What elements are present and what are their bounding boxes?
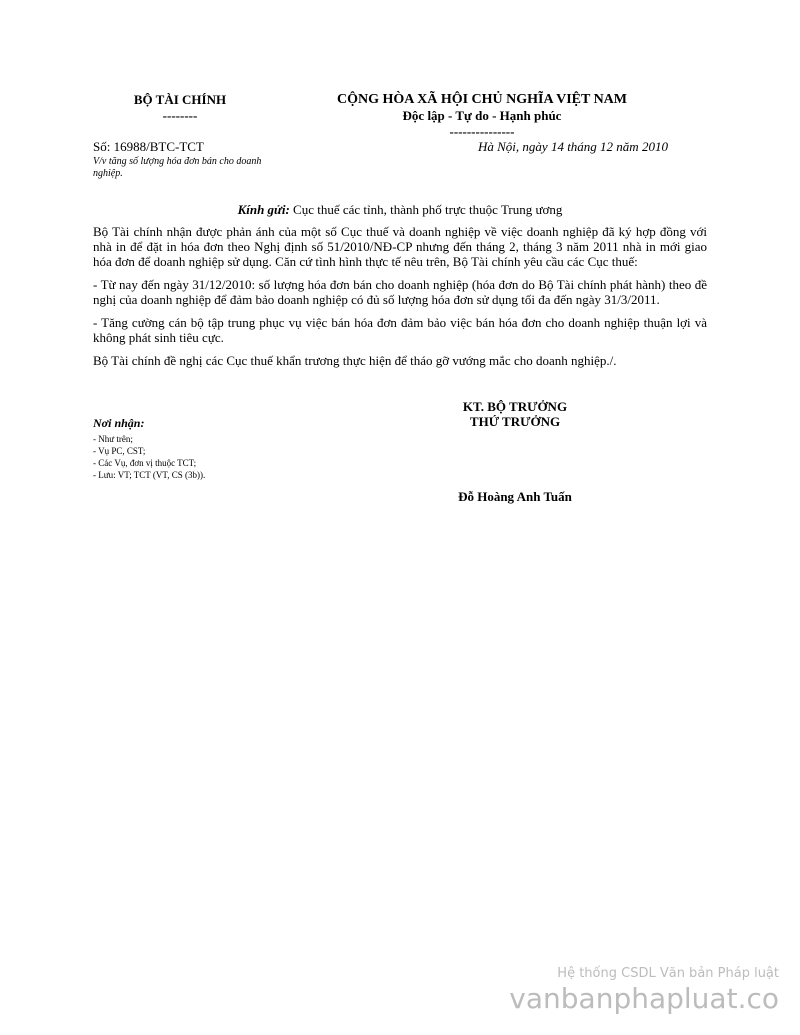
national-header	[300, 92, 664, 140]
signature-title-line2: THỨ TRƯỞNG	[469, 414, 561, 429]
list-item: - Các Vụ, đơn vị thuộc TCT;	[93, 458, 197, 468]
signature-title-line1: KT. BỘ TRƯỞNG	[462, 399, 568, 414]
recipient-line	[0, 202, 800, 218]
body-paragraph: Bộ Tài chính đề nghị các Cục thuế khẩn trương thực hiện để tháo gỡ vướng mắc cho doanh nghiệp./.	[93, 353, 617, 368]
document-number: Số: 16988/BTC-TCT	[93, 139, 204, 154]
document-subject: V/v tăng số lượng hóa đơn bán cho doanh nghiệp.	[93, 156, 262, 179]
recipients-block	[93, 416, 313, 481]
agency-header	[80, 92, 280, 124]
signer-name: Đỗ Hoàng Anh Tuấn	[458, 489, 572, 504]
list-item: - Như trên;	[93, 434, 133, 444]
watermark	[509, 966, 779, 1015]
recipient-label: Kính gửi:	[237, 202, 290, 217]
motto-rule: ---------------	[449, 124, 515, 139]
body-paragraph: - Từ nay đến ngày 31/12/2010: số lượng hóa đơn bán cho doanh nghiệp (hóa đơn do Bộ Tài chính phát hành) theo đề nghị của doanh nghiệp để đảm bảo doanh nghiệp có đủ số lượng hóa đơn sử dụng tối đa đến ngày 31/3/2011.	[93, 277, 707, 307]
country-name: CỘNG HÒA XÃ HỘI CHỦ NGHĨA VIỆT NAM	[336, 92, 627, 107]
list-item: - Lưu: VT; TCT (VT, CS (3b)).	[93, 470, 206, 480]
watermark-line1: Hệ thống CSDL Văn bản Pháp luật	[557, 966, 779, 981]
signature-title	[410, 399, 620, 429]
recipients-list	[93, 433, 313, 481]
body-paragraph: Bộ Tài chính nhận được phản ánh của một số Cục thuế và doanh nghiệp về việc doanh nghiệp đã ký hợp đồng với nhà in để đặt in hóa đơn theo Nghị định số 51/2010/NĐ-CP nhưng đến tháng 2, tháng 3 năm 2011 nhà in mới giao hóa đơn để doanh nghiệp sử dụng. Căn cứ tình hình thực tế nêu trên, Bộ Tài chính yêu cầu các Cục thuế:	[93, 224, 707, 269]
recipients-label: Nơi nhận:	[93, 416, 145, 430]
agency-name: BỘ TÀI CHÍNH	[133, 92, 227, 107]
watermark-line2: vanbanphapluat.co	[509, 982, 779, 1015]
agency-rule: --------	[162, 108, 198, 123]
place-date: Hà Nội, ngày 14 tháng 12 năm 2010	[478, 139, 668, 154]
motto: Độc lập - Tự do - Hạnh phúc	[402, 108, 562, 123]
document-body	[93, 224, 707, 376]
list-item: - Vụ PC, CST;	[93, 446, 146, 456]
recipient-text: Cục thuế các tỉnh, thành phố trực thuộc Trung ương	[289, 202, 563, 217]
body-paragraph: - Tăng cường cán bộ tập trung phục vụ việc bán hóa đơn đảm bảo việc bán hóa đơn cho doanh nghiệp thuận lợi và không phát sinh tiêu cực.	[93, 315, 707, 345]
